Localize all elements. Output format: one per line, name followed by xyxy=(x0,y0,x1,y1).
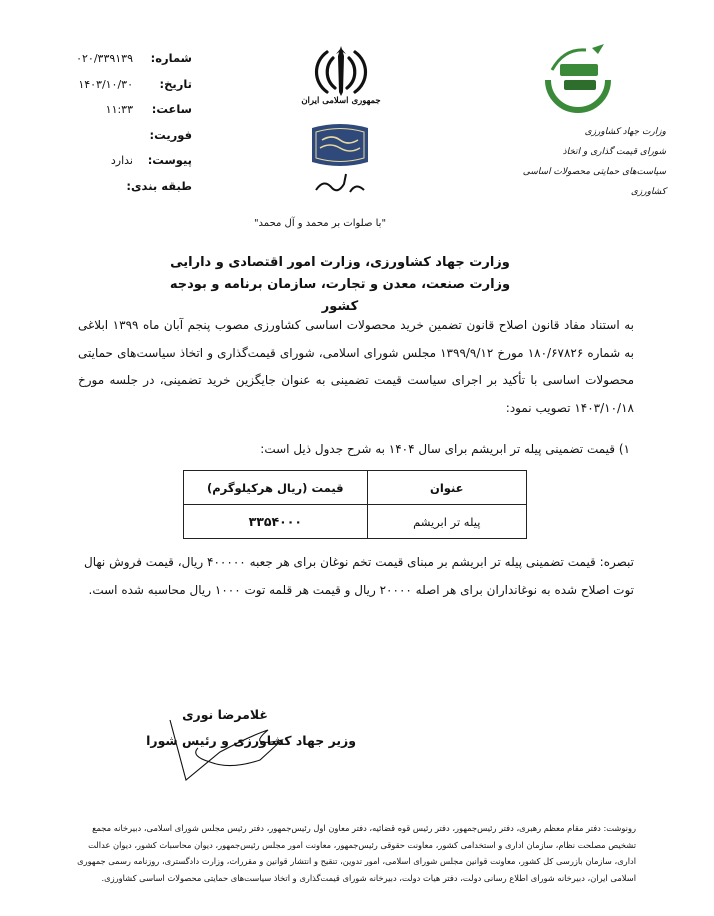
addressee-line-2: وزارت صنعت، معدن و تجارت، سازمان برنامه و بودجه کشور xyxy=(169,277,511,314)
table-row xyxy=(184,505,527,539)
urgency-row xyxy=(42,123,192,149)
attachment-row xyxy=(42,148,192,174)
time-label: ساعت: xyxy=(151,102,192,116)
note-paragraph: تبصره: قیمت تضمینی پیله تر ابریشم بر مبنای قیمت تخم نوغان برای هر جعبه ۴۰۰۰۰۰ ریال، قیمت فروش نهال توت اصلاح شده به نوغانداران برای هر اصله ۲۰۰۰۰ ریال و قیمت هر قلمه توت ۱۰۰۰ ریال محاسبه شده است. xyxy=(84,555,634,597)
jahad-keshavarzi-logo-icon xyxy=(534,40,622,120)
price-table xyxy=(183,470,527,539)
date-row xyxy=(42,72,192,98)
number-label: شماره: xyxy=(150,51,192,65)
table-header-row xyxy=(184,471,527,505)
urgency-label: فوریت: xyxy=(149,127,192,142)
number-row xyxy=(42,46,192,72)
item-1: ۱) قیمت تضمینی پیله تر ابریشم برای سال ۱۴۰۴ به شرح جدول ذیل است: xyxy=(260,442,630,456)
ministry-seal-icon xyxy=(306,122,374,168)
header-title: عنوان xyxy=(367,471,526,505)
header-price: قیمت (ریال هرکیلوگرم) xyxy=(184,471,368,505)
main-paragraph: به استناد مفاد قانون اصلاح قانون تضمین خرید محصولات اساسی کشاورزی مصوب پنجم آبان ماه ۱۳۹۹ ابلاغی به شماره ۱۸۰/۶۷۸۲۶ مورخ ۱۳۹۹/۹/۱۲ مجلس شورای اسلامی، شورای قیمت‌گذاری و اتخاذ سیاست‌های حمایتی محصولات اساسی با تأکید بر اجرای سیاست قیمت تضمینی به عنوان جایگزین خرید تضمینی، در جلسه مورخ ۱۴۰۳/۱۰/۱۸ تصویب نمود: xyxy=(78,318,635,415)
date-label: تاریخ: xyxy=(159,76,192,91)
addressee xyxy=(150,252,530,318)
row-price: ۳۳۵۴۰۰۰ xyxy=(184,505,368,539)
number-value: ۰۲۰/۳۳۹۱۳۹ xyxy=(76,52,133,65)
slogan-calligraphy-icon xyxy=(310,170,370,198)
signer-title: وزیر جهاد کشاورزی و رئیس شورا xyxy=(146,733,356,748)
classification-label: طبقه بندی: xyxy=(126,178,192,193)
emblem-caption: جمهوری اسلامی ایران xyxy=(301,96,381,106)
org-line-ministry: وزارت جهاد کشاورزی xyxy=(584,127,666,137)
date-value: ۱۴۰۳/۱۰/۳۰ xyxy=(78,77,133,91)
org-line-policies: سیاست‌های حمایتی محصولات اساسی کشاورزی xyxy=(522,167,666,197)
row-title: پیله تر ابریشم xyxy=(367,505,526,539)
attachment-label: پیوست: xyxy=(147,153,192,167)
organization-lines xyxy=(506,122,666,202)
cc-list: رونوشت: دفتر مقام معظم رهبری، دفتر رئیس‌جمهور، دفتر رئیس قوه قضائیه، دفتر معاون اول رئیس‌جمهور، دفتر رئیس مجلس شورای اسلامی، دبیرخانه مجمع تشخیص مصلحت نظام، سازمان اداری و استخدامی کشور، معاونت حقوقی رئیس‌جمهور، معاونت امور مجلس رئیس‌جمهور، دیوان محاسبات کشور، دیوان عدالت اداری، سازمان بازرسی کل کشور، معاونت قوانین مجلس شورای اسلامی، امور تدوین، تنقیح و انتشار قوانین و مقررات، وزارت دادگستری، روزنامه رسمی جمهوری اسلامی ایران، دبیرخانه شورای اطلاع رسانی دولت، دفتر هیات دولت، دبیرخانه شورای قیمت‌گذاری و اتخاذ سیاست‌های حمایتی محصولات اساسی کشاورزی. xyxy=(77,823,636,883)
org-line-council: شورای قیمت گذاری و اتخاذ xyxy=(562,147,666,157)
attachment-value: ندارد xyxy=(110,154,133,167)
letter-metadata xyxy=(42,46,192,199)
salutation: "با صلوات بر محمد و آل محمد" xyxy=(253,218,387,229)
signer-name: غلامرضا نوری xyxy=(182,707,268,722)
time-value: ۱۱:۳۳ xyxy=(105,103,133,116)
classification-row xyxy=(42,174,192,200)
time-row xyxy=(42,97,192,123)
addressee-line-1: وزارت جهاد کشاورزی، وزارت امور اقتصادی و دارایی xyxy=(170,255,510,270)
